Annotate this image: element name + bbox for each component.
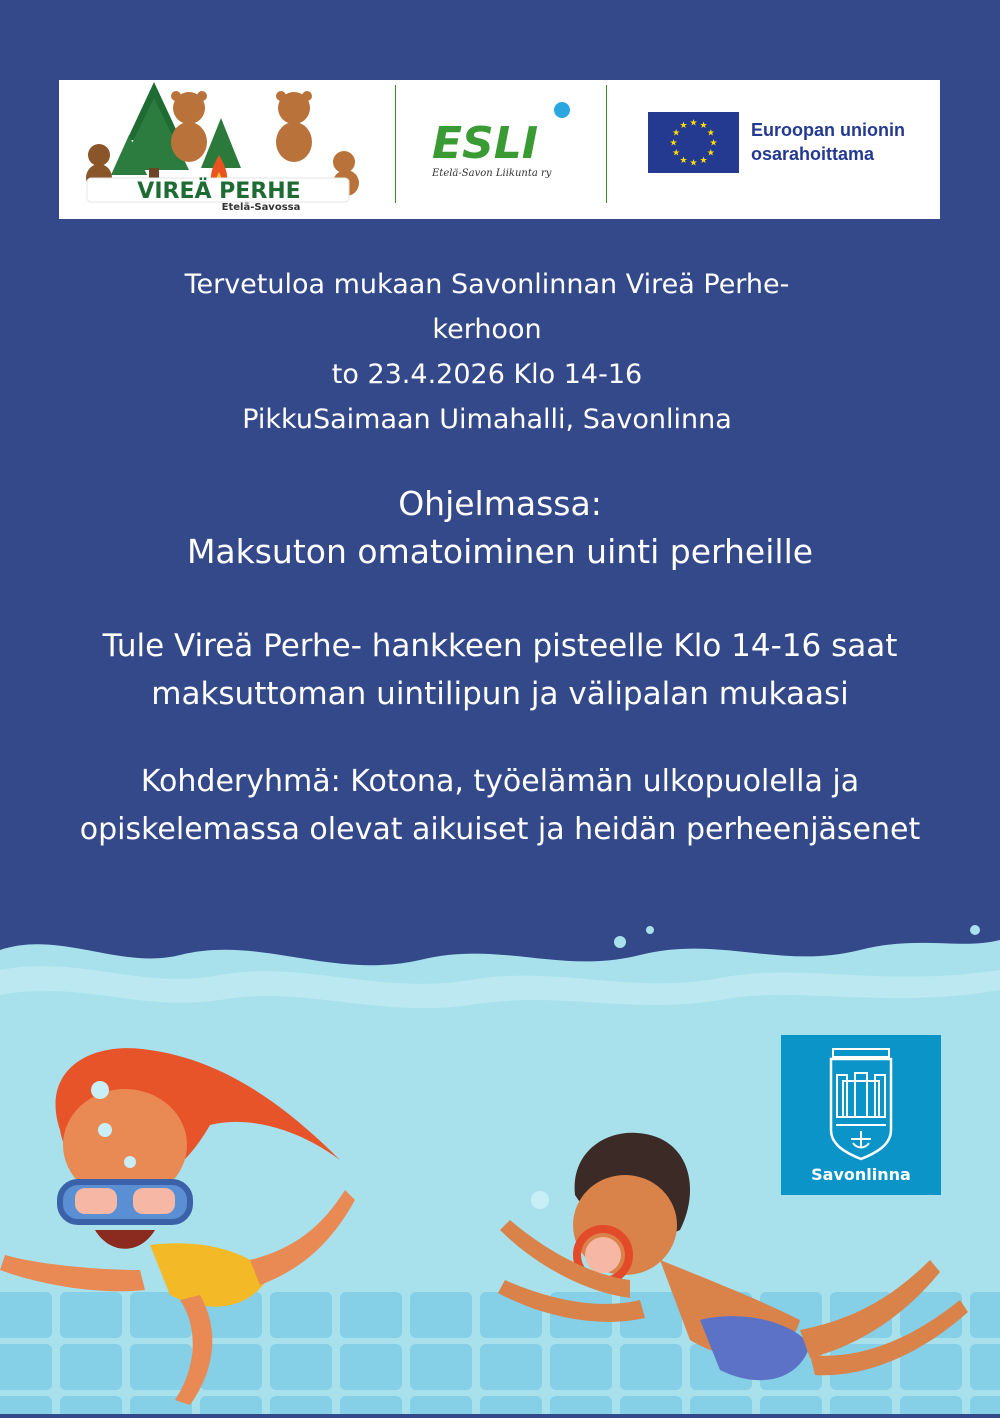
- savonlinna-logo: [781, 1035, 941, 1195]
- pool-tile: [60, 1344, 122, 1390]
- eu-star-icon: ★: [709, 138, 718, 149]
- pool-tile: [550, 1396, 612, 1414]
- pool-tile: [340, 1292, 402, 1338]
- pool-tile: [130, 1344, 192, 1390]
- eu-star-icon: ★: [699, 155, 708, 166]
- event-datetime: to 23.4.2026 Klo 14-16: [331, 359, 643, 390]
- eu-star-icon: ★: [679, 121, 688, 132]
- pool-tile: [0, 1292, 52, 1338]
- program-heading: Ohjelmassa:: [398, 484, 602, 523]
- city-name: Savonlinna: [811, 1165, 911, 1184]
- program-section: [0, 480, 1000, 576]
- pool-tile: [480, 1396, 542, 1414]
- ticket-line-1: Tule Vireä Perhe- hankkeen pisteelle Klo 14-16 saat: [102, 628, 898, 664]
- vireaperhe-title: VIREÄ PERHE: [137, 179, 301, 204]
- logo-divider: [606, 85, 607, 203]
- event-location: PikkuSaimaan Uimahalli, Savonlinna: [242, 404, 732, 435]
- esli-logo: [424, 100, 574, 190]
- pool-tile: [620, 1344, 682, 1390]
- pool-tile: [970, 1396, 1000, 1414]
- pool-tile: [900, 1396, 962, 1414]
- eu-star-icon: ★: [706, 148, 715, 159]
- target-line-1: Kohderyhmä: Kotona, työelämän ulkopuolella ja: [140, 764, 860, 799]
- eu-star-icon: ★: [699, 121, 708, 132]
- pool-tile: [0, 1344, 52, 1390]
- intro-line-2: kerhoon: [432, 314, 542, 345]
- pool-tile: [340, 1396, 402, 1414]
- pool-tile: [270, 1292, 332, 1338]
- esli-subtitle: Etelä-Savon Liikunta ry: [432, 168, 552, 179]
- eu-star-icon: ★: [672, 128, 681, 139]
- pool-tile: [690, 1396, 752, 1414]
- pool-tile: [270, 1344, 332, 1390]
- eu-star-icon: ★: [689, 118, 698, 129]
- eu-star-icon: ★: [706, 128, 715, 139]
- logo-bar: [59, 80, 940, 219]
- eu-star-icon: ★: [669, 138, 678, 149]
- target-group: [0, 758, 1000, 854]
- ticket-info: [0, 622, 1000, 718]
- pool-tile: [480, 1344, 542, 1390]
- pool-tile: [830, 1396, 892, 1414]
- eu-line-1: Euroopan unionin: [751, 120, 905, 140]
- eu-flag-icon: [648, 112, 739, 173]
- eu-funding-text: [751, 118, 936, 166]
- esli-wordmark: ESLI: [432, 118, 539, 169]
- pool-tile: [760, 1396, 822, 1414]
- pool-tile: [410, 1396, 472, 1414]
- pool-tile: [60, 1292, 122, 1338]
- eu-star-icon: ★: [689, 158, 698, 169]
- pool-tile: [0, 1396, 52, 1414]
- pool-tile: [410, 1344, 472, 1390]
- target-line-2: opiskelemassa olevat aikuiset ja heidän perheenjäsenet: [79, 812, 921, 847]
- pool-tile: [270, 1396, 332, 1414]
- pool-tile: [970, 1292, 1000, 1338]
- pool-tile: [340, 1344, 402, 1390]
- pool-tile: [550, 1344, 612, 1390]
- pool-tile: [620, 1396, 682, 1414]
- ticket-line-2: maksuttoman uintilipun ja välipalan mukaasi: [151, 676, 849, 712]
- intro-line-1: Tervetuloa mukaan Savonlinnan Vireä Perhe-: [184, 269, 790, 300]
- pool-tile: [970, 1344, 1000, 1390]
- pool-tile: [410, 1292, 472, 1338]
- vireaperhe-subtitle: Etelä-Savossa: [221, 202, 301, 213]
- pool-tile: [200, 1396, 262, 1414]
- program-item: Maksuton omatoiminen uinti perheille: [186, 532, 814, 571]
- vireaperhe-logo: [69, 80, 369, 215]
- eu-line-2: osarahoittama: [751, 144, 875, 164]
- eu-star-icon: ★: [679, 155, 688, 166]
- logo-divider: [395, 85, 396, 203]
- eu-star-icon: ★: [672, 148, 681, 159]
- event-intro: [0, 262, 974, 442]
- pool-tile: [60, 1396, 122, 1414]
